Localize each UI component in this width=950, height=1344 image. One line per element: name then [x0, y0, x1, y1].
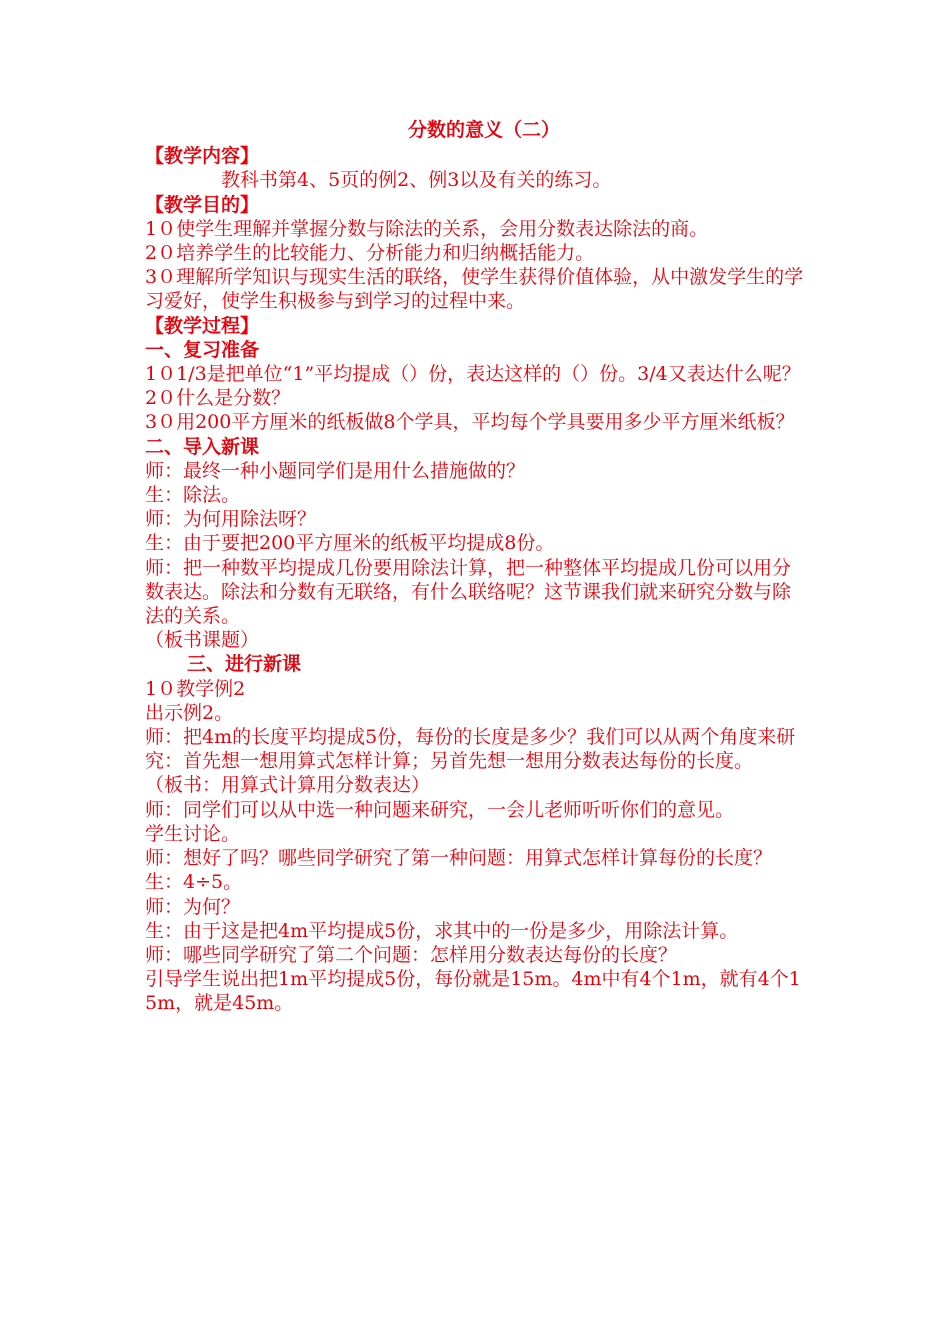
body-paragraph: 引导学生说出把1m平均提成5份，每份就是15m。4m中有4个1m，就有4个15m，就是45m。	[145, 968, 801, 1015]
body-paragraph: 学生讨论。	[145, 822, 241, 845]
body-paragraph: 师：为何用除法呀？	[145, 508, 317, 531]
body-paragraph: 生：由于要把200平方厘米的纸板平均提成8份。	[145, 532, 555, 555]
body-paragraph: 1０1/3是把单位“1”平均提成（）份，表达这样的（）份。3/4又表达什么呢？	[145, 363, 801, 386]
document-title: 分数的意义（二）	[407, 119, 560, 141]
body-paragraph: 出示例2。	[145, 701, 234, 724]
body-paragraph: 师：同学们可以从中选一种问题来研究，一会儿老师听听你们的意见。	[145, 798, 735, 821]
body-paragraph: 2０什么是分数？	[145, 387, 291, 410]
body-paragraph: 师：最终一种小题同学们是用什么措施做的？	[145, 459, 526, 482]
section-heading: 三、进行新课	[187, 653, 302, 676]
section-heading: 【教学过程】	[145, 314, 260, 337]
body-paragraph: 1０使学生理解并掌握分数与除法的关系，会用分数表达除法的商。	[145, 217, 709, 240]
body-paragraph: 师：哪些同学研究了第二个问题：怎样用分数表达每份的长度？	[145, 943, 678, 966]
body-paragraph: 师：想好了吗？哪些同学研究了第一种问题：用算式怎样计算每份的长度？	[145, 847, 773, 870]
body-paragraph: 师：把4m的长度平均提成5份，每份的长度是多少？我们可以从两个角度来研究：首先想一想用算式怎样计算；另首先想一想用分数表达每份的长度。	[145, 726, 796, 773]
body-paragraph: 生：除法。	[145, 484, 241, 507]
section-heading: 二、导入新课	[145, 435, 260, 458]
document-page	[145, 118, 805, 1016]
body-paragraph: 师：为何？	[145, 895, 241, 918]
section-heading: 【教学内容】	[145, 145, 260, 168]
body-paragraph: 生：4÷5。	[145, 871, 243, 894]
body-paragraph: 教科书第4、5页的例2、例3以及有关的练习。	[221, 169, 612, 192]
body-paragraph: 3０用200平方厘米的纸板做8个学具，平均每个学具要用多少平方厘米纸板？	[145, 411, 795, 434]
document-body	[145, 144, 805, 1015]
body-paragraph: （板书课题）	[145, 629, 260, 652]
section-heading: 【教学目的】	[145, 193, 260, 216]
body-paragraph: 2０培养学生的比较能力、分析能力和归纳概括能力。	[145, 242, 595, 265]
body-paragraph: 师：把一种数平均提成几份要用除法计算，把一种整体平均提成几份可以用分数表达。除法和分数有无联络，有什么联络呢？这节课我们就来研究分数与除法的关系。	[145, 556, 792, 628]
section-heading: 一、复习准备	[145, 338, 260, 361]
body-paragraph: 生：由于这是把4m平均提成5份，求其中的一份是多少，用除法计算。	[145, 919, 739, 942]
body-paragraph: 3０理解所学知识与现实生活的联络，使学生获得价值体验，从中激发学生的学习爱好，使学生积极参与到学习的过程中来。	[145, 266, 804, 313]
body-paragraph: 1０教学例2	[145, 677, 246, 700]
body-paragraph: （板书：用算式计算用分数表达）	[145, 774, 431, 797]
